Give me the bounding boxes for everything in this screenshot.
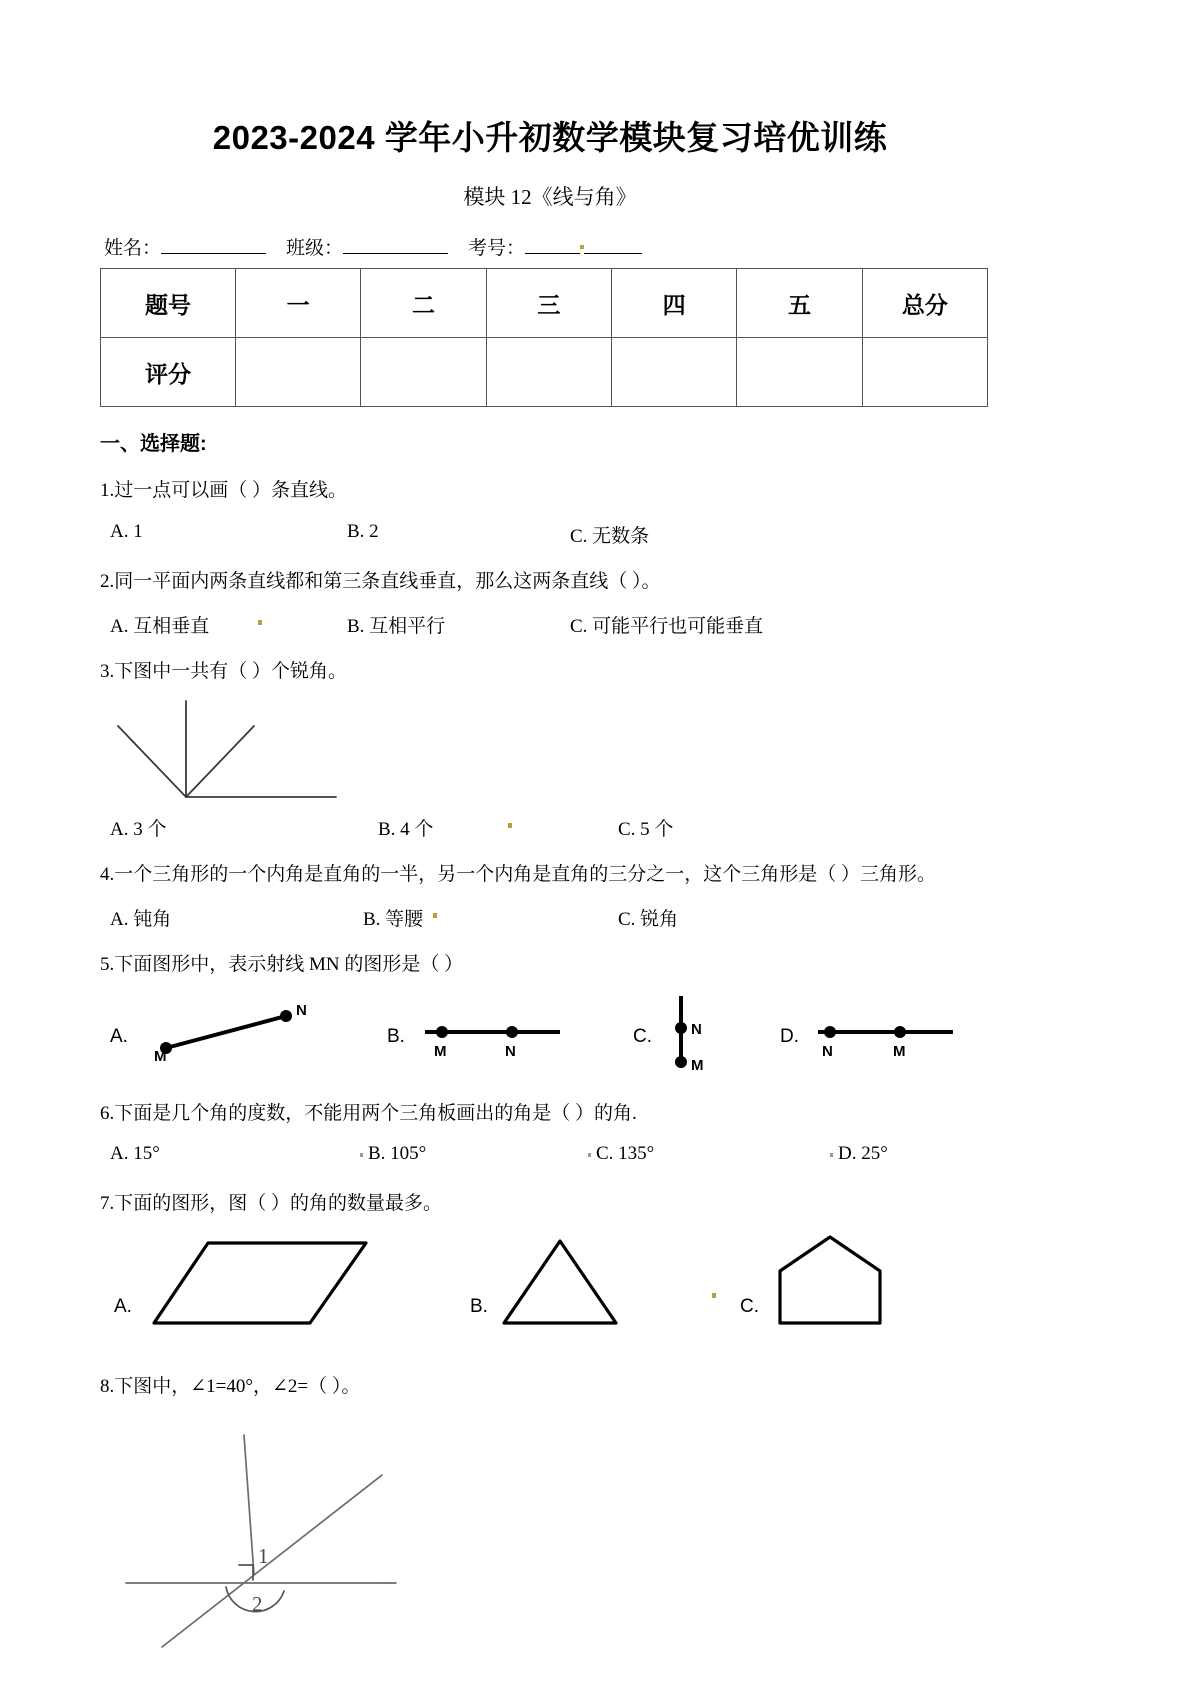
question-6-options bbox=[100, 1143, 1000, 1169]
page-title: 2023-2024 学年小升初数学模块复习培优训练 bbox=[212, 119, 888, 156]
question-7-figures bbox=[100, 1231, 1000, 1351]
class-label: 班级： bbox=[286, 238, 344, 259]
question-3-figure bbox=[100, 695, 1000, 810]
q2-option-b[interactable]: B. 互相平行 bbox=[347, 616, 446, 637]
q5-label-d: D. bbox=[780, 1025, 799, 1047]
question-8-text: 8.下图中，∠1=40°，∠2=（ ）。 bbox=[100, 1375, 361, 1397]
stray-mark bbox=[258, 620, 262, 625]
question-2-text: 2.同一平面内两条直线都和第三条直线垂直，那么这两条直线（ ）。 bbox=[100, 570, 661, 592]
q5-figure-c[interactable] bbox=[661, 990, 781, 1076]
q7-label-a: A. bbox=[114, 1295, 132, 1317]
q5-label-b: B. bbox=[387, 1025, 405, 1047]
stray-mark bbox=[588, 1153, 591, 1157]
exam-id-input-blank-2[interactable] bbox=[584, 253, 642, 254]
q7-figure-parallelogram[interactable] bbox=[148, 1231, 378, 1341]
q5-d-label-n: N bbox=[822, 1042, 833, 1060]
stray-mark bbox=[712, 1293, 716, 1298]
q5-figure-d[interactable] bbox=[808, 1000, 998, 1062]
q7-label-b: B. bbox=[470, 1295, 488, 1317]
question-7-text: 7.下面的图形，图（ ）的角的数量最多。 bbox=[100, 1193, 443, 1214]
cell-section-1: 一 bbox=[236, 269, 361, 338]
q1-option-c[interactable]: C. 无数条 bbox=[570, 525, 650, 547]
score-table bbox=[100, 268, 988, 407]
stray-mark bbox=[360, 1153, 363, 1157]
score-cell-1[interactable] bbox=[236, 338, 361, 407]
q2-option-a[interactable]: A. 互相垂直 bbox=[110, 616, 210, 637]
q5-a-label-m: M bbox=[154, 1047, 167, 1062]
q6-option-d[interactable]: D. 25° bbox=[838, 1143, 888, 1164]
q5-figure-b[interactable] bbox=[415, 1000, 605, 1062]
score-cell-total[interactable] bbox=[862, 338, 987, 407]
question-8-figure bbox=[100, 1415, 1000, 1684]
q3-option-b[interactable]: B. 4 个 bbox=[378, 818, 434, 840]
score-cell-2[interactable] bbox=[361, 338, 486, 407]
name-input-blank[interactable] bbox=[161, 253, 266, 254]
angle-2-label: 2 bbox=[252, 1592, 263, 1616]
q6-option-a[interactable]: A. 15° bbox=[110, 1143, 160, 1164]
name-label: 姓名： bbox=[104, 238, 162, 259]
row-header-score: 评分 bbox=[101, 338, 236, 407]
cell-section-total: 总分 bbox=[862, 269, 987, 338]
exam-id-input-blank[interactable] bbox=[525, 253, 580, 254]
q5-figure-a[interactable] bbox=[138, 1000, 328, 1062]
page-content bbox=[100, 0, 1000, 1684]
score-cell-4[interactable] bbox=[611, 338, 736, 407]
score-cell-3[interactable] bbox=[486, 338, 611, 407]
student-info-line bbox=[100, 233, 1000, 260]
question-4-options bbox=[100, 904, 1000, 930]
question-3-text: 3.下图中一共有（ ）个锐角。 bbox=[100, 661, 348, 682]
q5-d-label-m: M bbox=[893, 1042, 906, 1060]
question-4-text: 4.一个三角形的一个内角是直角的一半，另一个内角是直角的三分之一，这个三角形是（ ）三角形。 bbox=[100, 863, 937, 885]
question-3-options bbox=[100, 814, 1000, 840]
q5-c-label-n: N bbox=[691, 1020, 702, 1038]
cell-section-3: 三 bbox=[486, 269, 611, 338]
stray-mark bbox=[830, 1153, 833, 1157]
table-row bbox=[101, 338, 988, 407]
q5-label-c: C. bbox=[633, 1025, 652, 1047]
stray-mark bbox=[508, 823, 512, 828]
question-5-figures bbox=[100, 998, 1000, 1076]
section-title-choice: 一、选择题: bbox=[100, 433, 207, 455]
class-input-blank[interactable] bbox=[343, 253, 448, 254]
stray-mark bbox=[433, 913, 437, 918]
score-cell-5[interactable] bbox=[737, 338, 862, 407]
q4-option-c[interactable]: C. 锐角 bbox=[618, 909, 679, 930]
question-1-text: 1.过一点可以画（ ）条直线。 bbox=[100, 480, 348, 501]
q2-option-c[interactable]: C. 可能平行也可能垂直 bbox=[570, 616, 764, 637]
cell-section-4: 四 bbox=[611, 269, 736, 338]
q3-option-a[interactable]: A. 3 个 bbox=[110, 818, 167, 840]
angle-1-label: 1 bbox=[258, 1544, 269, 1568]
page-subtitle: 模块 12《线与角》 bbox=[463, 185, 637, 209]
stray-mark bbox=[580, 245, 584, 249]
table-row bbox=[101, 269, 988, 338]
q7-figure-triangle[interactable] bbox=[498, 1231, 628, 1341]
cell-section-2: 二 bbox=[361, 269, 486, 338]
question-6-text: 6.下面是几个角的度数，不能用两个三角板画出的角是（ ）的角. bbox=[100, 1102, 637, 1124]
q6-option-b[interactable]: B. 105° bbox=[368, 1143, 427, 1164]
q7-figure-pentagon-house[interactable] bbox=[768, 1231, 908, 1341]
row-header-question-no: 题号 bbox=[101, 269, 236, 338]
q5-c-label-m: M bbox=[691, 1056, 704, 1074]
question-1-options bbox=[100, 521, 1000, 547]
exam-id-label: 考号： bbox=[468, 238, 526, 259]
four-rays-diagram bbox=[100, 695, 360, 810]
cell-section-5: 五 bbox=[737, 269, 862, 338]
q4-option-b[interactable]: B. 等腰 bbox=[363, 909, 424, 930]
q4-option-a[interactable]: A. 钝角 bbox=[110, 909, 172, 930]
q6-option-c[interactable]: C. 135° bbox=[596, 1143, 655, 1164]
q3-option-c[interactable]: C. 5 个 bbox=[618, 818, 674, 840]
q5-a-label-n: N bbox=[296, 1001, 307, 1019]
q5-b-label-n: N bbox=[505, 1042, 516, 1060]
q5-label-a: A. bbox=[110, 1025, 128, 1047]
question-2-options bbox=[100, 611, 1000, 637]
crossing-lines-angle-diagram bbox=[106, 1415, 526, 1684]
q5-b-label-m: M bbox=[434, 1042, 447, 1060]
question-5-text: 5.下面图形中，表示射线 MN 的图形是（ ） bbox=[100, 954, 464, 975]
q1-option-b[interactable]: B. 2 bbox=[347, 520, 379, 542]
q1-option-a[interactable]: A. 1 bbox=[110, 520, 143, 542]
q7-label-c: C. bbox=[740, 1295, 759, 1317]
